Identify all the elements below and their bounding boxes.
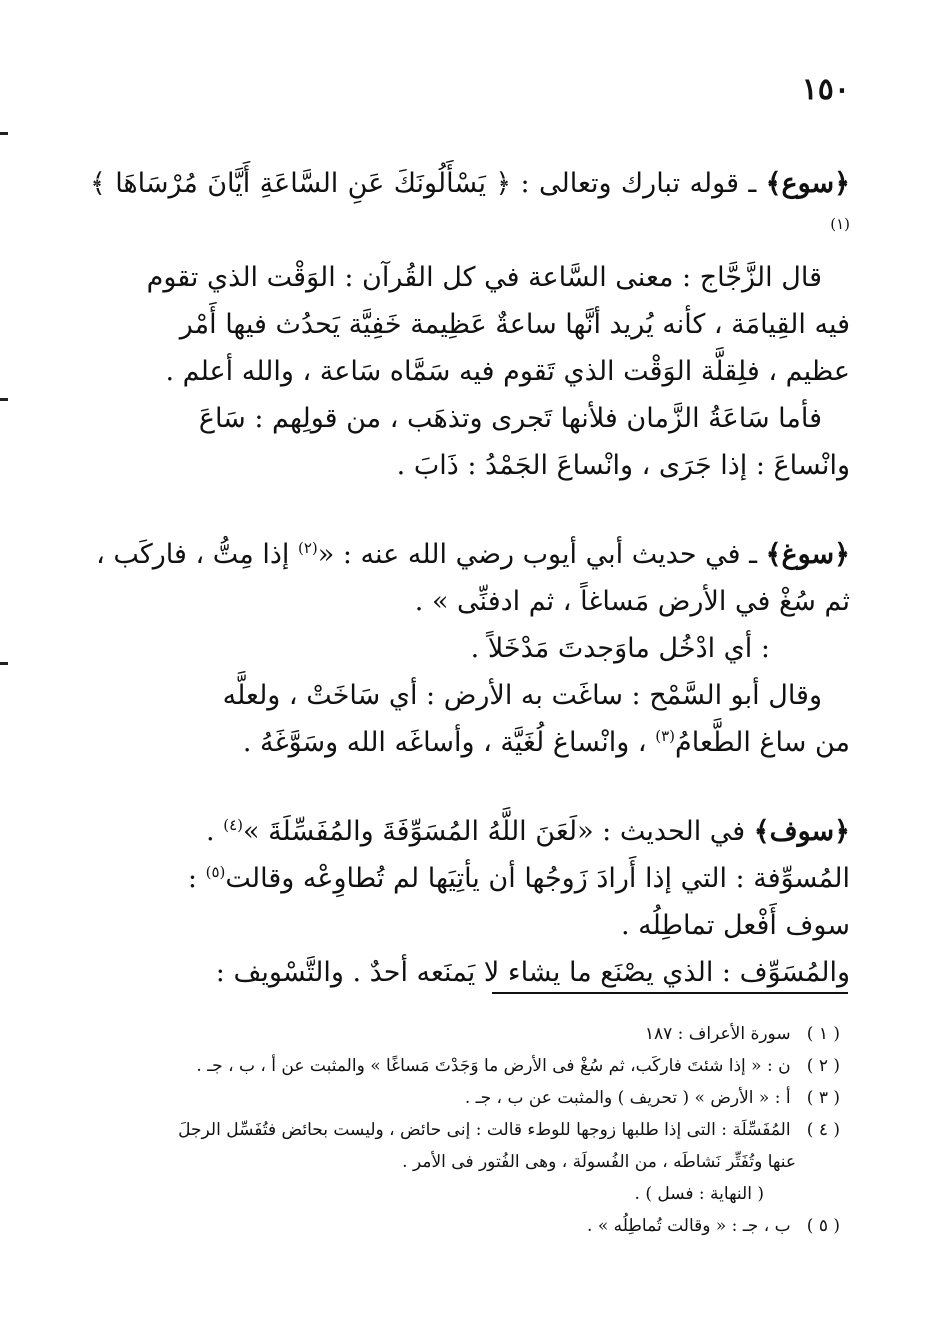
footnote-ref: (٥) — [205, 863, 226, 881]
footnote-text: سورة الأعراف : ١٨٧ — [644, 1024, 791, 1044]
entry-text: . — [206, 816, 215, 847]
entry-line: : أي ادْخُل ماوَجدتَ مَدْخَلاً . — [470, 633, 770, 664]
footnote-text: ب ، جـ : « وقالت تُماطِلُه » . — [587, 1216, 791, 1236]
footnote-text: ن : « إذا شئتَ فاركَب، ثم سُغْ فى الأرض ما وَجَدْتَ مَساغًا » والمثبت عن أ ، ب ، جـ . — [196, 1056, 791, 1076]
footnote-text: أ : « الأرض » ( تحريف ) والمثبت عن ب ، جـ . — [464, 1088, 791, 1108]
entry-sawʿ — [90, 160, 850, 489]
entry-first-line — [90, 531, 850, 578]
footnote-number: ( ٣ ) — [806, 1088, 840, 1108]
entry-sawgh — [90, 531, 850, 766]
entry-line — [90, 719, 850, 766]
footnote — [100, 1050, 840, 1082]
margin-mark — [0, 132, 8, 135]
entry-text: من ساغ الطَّعامُ — [675, 727, 850, 758]
footnote-ref: (٣) — [655, 727, 675, 745]
entry-line: وقال أبو السَّمْح : ساغَت به الأرض : أي سَاخَتْ ، ولعلَّه — [222, 680, 822, 711]
footnote — [100, 1082, 840, 1114]
entry-text: : — [187, 863, 197, 894]
footnote-number: ( ٢ ) — [806, 1056, 840, 1076]
footnote — [100, 1114, 840, 1146]
headword: ﴿سوف﴾ — [753, 816, 850, 847]
headword: ﴿سوغ﴾ — [765, 539, 850, 570]
entry-text: إذا مِتُّ ، فاركَب ، — [96, 539, 290, 570]
entry-text: ، وانْساغ لُغَيَّة ، وأساغَه الله وسَوَّغَهُ . — [242, 727, 647, 758]
entry-text: ـ في حديث أبي أيوب رضي الله عنه : « — [317, 539, 758, 570]
footnote-number: ( ٤ ) — [806, 1120, 840, 1140]
footnote-number: ( ١ ) — [806, 1024, 840, 1044]
footnote-divider — [492, 992, 848, 994]
entry-line: وانْساعَ : إذا جَرَى ، وانْساعَ الجَمْدُ : ذَابَ . — [396, 450, 850, 481]
footnote-ref: (١) — [830, 215, 850, 233]
footnotes — [100, 1018, 840, 1242]
entry-text: في الحديث : «لَعَنَ اللَّهُ المُسَوِّفَةَ والمُفَسِّلَةَ » — [242, 816, 746, 847]
entry-first-line — [90, 160, 850, 254]
footnote — [100, 1210, 840, 1242]
entry-text: ـ قوله تبارك وتعالى : ﴿ يَسْأَلُونَكَ عَنِ السَّاعَةِ أَيَّانَ مُرْسَاهَا ﴾ — [90, 168, 757, 199]
footnote-ref: (٤) — [223, 816, 243, 834]
main-text — [90, 160, 850, 1038]
footnote-number: ( ٥ ) — [806, 1216, 840, 1236]
entry-text: المُسوِّفة : التي إذا أَرادَ زَوجُها أن يأتِيَها لم تُطاوِعْه وقالت — [225, 863, 850, 894]
footnote — [100, 1018, 840, 1050]
entry-sawf — [90, 808, 850, 996]
footnote-text: المُفَسِّلَة : التى إذا طلبها زوجها للوطء قالت : إنى حائض ، وليست بحائض فتُفَسِّل الرجلَ — [178, 1120, 791, 1140]
page-number: ١٥٠ — [801, 72, 850, 107]
footnote-continuation: ( النهاية : فسل ) . — [634, 1184, 764, 1204]
entry-first-line — [90, 808, 850, 855]
headword: ﴿سوع﴾ — [765, 168, 850, 199]
entry-line: عظيم ، فلِقلَّة الوَقْت الذي تَقوم فيه سَمَّاه سَاعة ، والله أعلم . — [165, 356, 850, 387]
entry-line — [90, 855, 850, 902]
entry-line: ثم سُغْ في الأرض مَساغاً ، ثم ادفنِّى » . — [414, 586, 850, 617]
entry-line: فأما سَاعَةُ الزَّمان فلأنها تَجرى وتذهَب ، من قولِهم : سَاعَ — [198, 403, 822, 434]
footnote-ref: (٢) — [297, 539, 318, 557]
footnote-continuation: عنها وتُفَتِّر نَشاطَه ، من الفُسولَة ، وهى الفُتور فى الأمر . — [402, 1152, 796, 1172]
entry-line: فيه القِيامَة ، كأنه يُريد أنَّها ساعةٌ عَظِيمة خَفِيَّة يَحدُث فيها أَمْر — [179, 309, 850, 340]
margin-mark — [0, 662, 8, 665]
margin-mark — [0, 398, 8, 401]
entry-line: قال الزَّجَّاج : معنى السَّاعة في كل القُرآن : الوَقْت الذي تقوم — [146, 262, 822, 293]
entry-line: سوف أَفْعل تماطِلُه . — [620, 910, 850, 941]
entry-line: والمُسَوِّف : الذي يصْنَع ما يشاء لا يَمنَعه أحدٌ . والتَّسْويف : — [215, 957, 850, 988]
